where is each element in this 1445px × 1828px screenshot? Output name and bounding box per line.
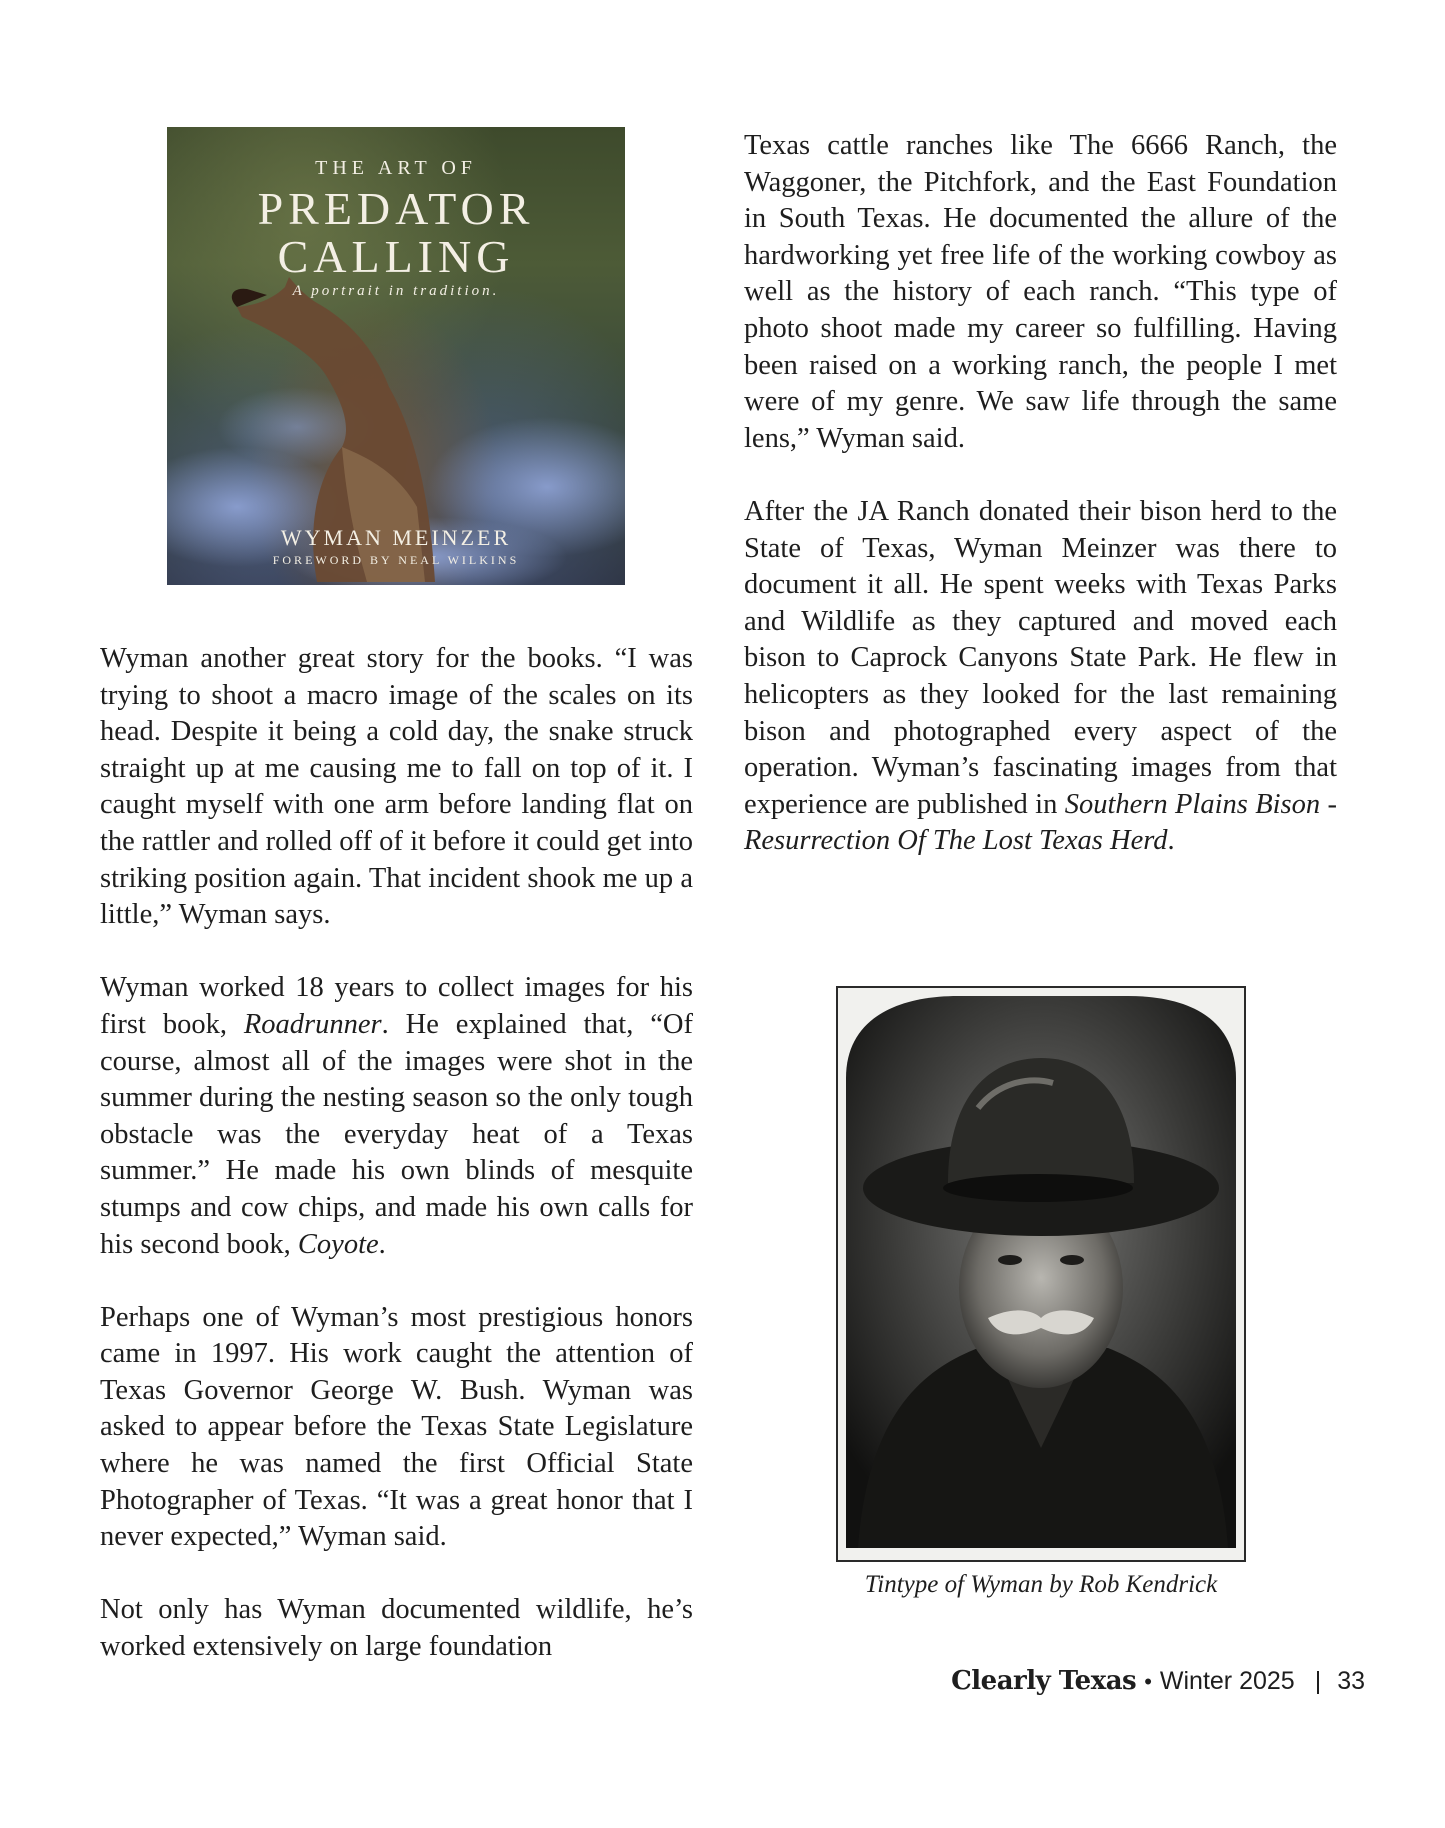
footer-bullet: •: [1144, 1669, 1152, 1694]
portrait-illustration: [838, 988, 1244, 1560]
paragraph-bison: [744, 494, 1337, 860]
cover-title-line1: PREDATOR: [257, 183, 535, 234]
book-title-roadrunner: Roadrunner: [243, 1008, 382, 1040]
paragraph-first-book: [100, 970, 693, 1263]
magazine-name: Clearly Texas: [951, 1666, 1137, 1696]
cover-foreword: FOREWORD BY NEAL WILKINS: [272, 553, 520, 567]
paragraph-honors: Perhaps one of Wyman’s most prestigious honors came in 1997. His work caught the attention of Texas Governor George W. Bush. Wyman was asked to appear before the Texas State Legislature where he was named the first Official State Photographer of Texas. “It was a great honor that I never expected,” Wyman said.: [100, 1301, 693, 1553]
paragraph-ranches-start: Not only has Wyman documented wildlife, he’s worked extensively on large foundation: [100, 1594, 693, 1663]
page-footer: [951, 1666, 1365, 1704]
cover-subtitle: A portrait in tradition.: [292, 283, 500, 299]
cover-author: WYMAN MEINZER: [280, 525, 512, 550]
text-run: .: [1167, 825, 1175, 857]
book-cover-image: [167, 127, 625, 585]
page-number: 33: [1337, 1667, 1365, 1695]
footer-separator: |: [1314, 1667, 1322, 1695]
left-column: [100, 641, 693, 1666]
book-title-bison: Southern Plains Bison - Resurrection Of The Lost Texas Herd: [744, 788, 1337, 857]
paragraph-snake-story: Wyman another great story for the books. “I was trying to shoot a macro image of the scales on its head. Despite it being a cold day, the snake struck straight up at me causing me to fall on top of it. I caught myself with one arm before landing flat on the rattler and rolled off of it before it could get into striking position again. That incident shook me up a little,” Wyman says.: [100, 643, 693, 931]
text-run: .: [378, 1228, 386, 1260]
right-column: [744, 128, 1337, 860]
cover-pre-title: THE ART OF: [315, 157, 477, 179]
book-title-coyote: Coyote: [297, 1228, 379, 1260]
portrait-caption: Tintype of Wyman by Rob Kendrick: [864, 1571, 1218, 1598]
cover-title-line2: CALLING: [277, 231, 515, 282]
text-run: After the JA Ranch donated their bison herd to the State of Texas, Wyman Meinzer was there to document it all. He spent weeks with Texas Parks and Wildlife as they captured and moved each bison to Caprock Canyons State Park. He flew in helicopters as they looked for the last remaining bison and photographed every aspect of the operation. Wyman’s fascinating images from that experience are published in: [744, 495, 1337, 820]
issue-label: Winter 2025: [1159, 1667, 1295, 1695]
paragraph-ranches: Texas cattle ranches like The 6666 Ranch, the Waggoner, the Pitchfork, and the East Foundation in South Texas. He documented the allure of the hardworking yet free life of the working cowboy as well as the history of each ranch. “This type of photo shoot made my career so fulfilling. Having been raised on a working ranch, the people I met were of my genre. We saw life through the same lens,” Wyman said.: [744, 130, 1337, 454]
text-run: . He explained that, “Of course, almost all of the images were shot in the summer during the nesting season so the only tough obstacle was the everyday heat of a Texas summer.” He made his own blinds of mesquite stumps and cow chips, and made his own calls for his second book,: [100, 1008, 693, 1260]
tintype-portrait-image: [836, 986, 1246, 1562]
text-run: Wyman worked 18 years to collect images for his first book,: [100, 972, 693, 1040]
